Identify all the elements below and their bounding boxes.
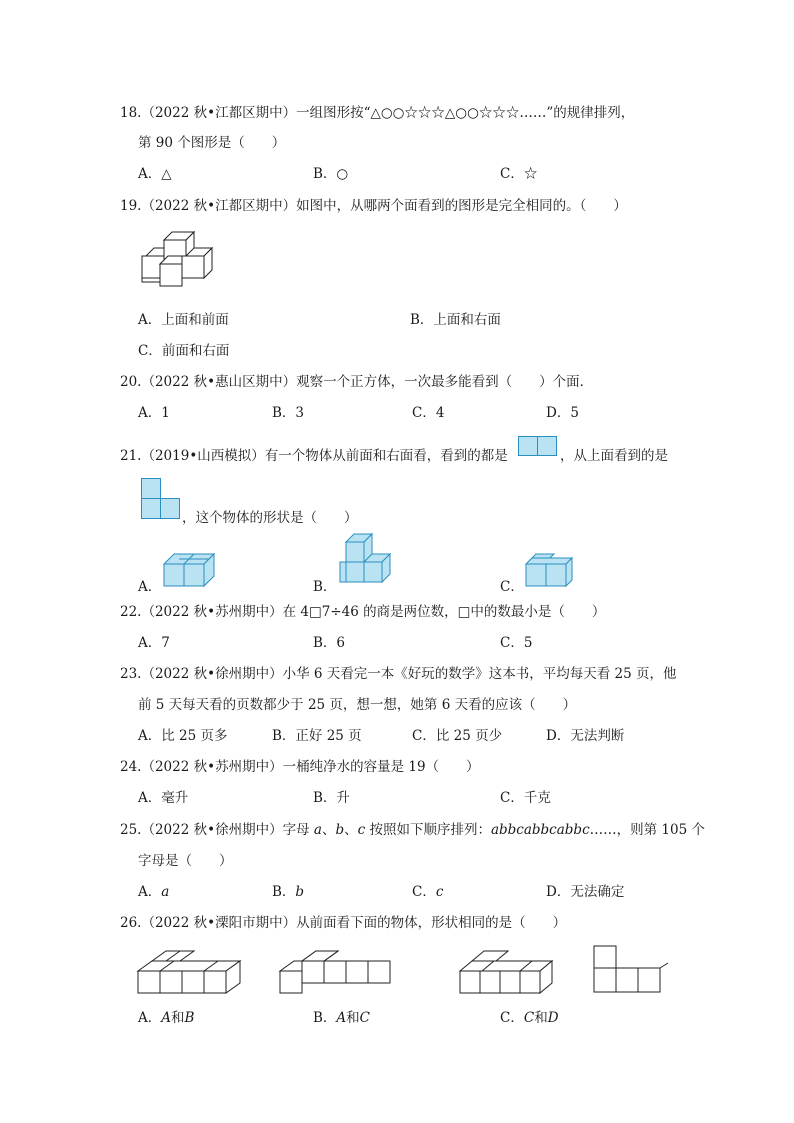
q21-option-a-figure (160, 550, 222, 590)
q24-option-c: C．千克 (500, 790, 551, 806)
q20-option-d: D．5 (546, 405, 579, 421)
q20-option-b: B．3 (272, 405, 305, 421)
q21-option-b: B． (313, 579, 337, 595)
q25-stem-line2: 字母是（ ） (138, 853, 233, 869)
q24-stem: 24.（2022 秋•苏州期中）一桶纯净水的容量是 19（ ） (120, 759, 480, 775)
q25-sequence: abbcabbcabbc (490, 822, 590, 838)
q25-var-c: c (357, 822, 366, 838)
q23-stem-line1: 23.（2022 秋•徐州期中）小华 6 天看完一本《好玩的数学》这本书，平均每天看 25 页，他 (120, 666, 677, 682)
q25-var-b: b (335, 822, 345, 838)
q19-stem: 19.（2022 秋•江都区期中）如图中，从哪两个面看到的图形是完全相同的。（ ） (120, 198, 627, 214)
q26-stem: 26.（2022 秋•溧阳市期中）从前面看下面的物体，形状相同的是（ ） (120, 915, 567, 931)
q22-option-c: C．5 (500, 635, 533, 651)
q25-stem-line1: 25.（2022 秋•徐州期中）字母 a、b、c 按照如下顺序排列：abbcabbcabbc……，则第 105 个 (120, 822, 705, 838)
q26-option-b: B．A和C (313, 1010, 371, 1026)
q21-stem-line1b: ，从上面看到的是 (560, 448, 668, 464)
q23-option-b: B．正好 25 页 (272, 728, 362, 744)
q19-option-a: A．上面和前面 (138, 312, 229, 328)
q23-option-d: D．无法判断 (546, 728, 625, 744)
q22-option-a: A．7 (138, 635, 170, 651)
q18-option-c: C．☆ (500, 166, 538, 182)
q18-stem-line1: 18.（2022 秋•江都区期中）一组图形按“△○○☆☆☆△○○☆☆☆……”的规律排列， (120, 105, 635, 121)
q24-option-b: B．升 (313, 790, 350, 806)
q26-figure-d (592, 943, 672, 997)
q22-option-b: B．6 (313, 635, 346, 651)
q21-option-c: C． (500, 579, 524, 595)
q25-var-a: a (313, 822, 322, 838)
q21-top-view (141, 478, 181, 520)
q21-stem-line1: 21.（2019•山西模拟）有一个物体从前面和右面看，看到的都是 (120, 448, 508, 464)
q20-option-c: C．4 (412, 405, 445, 421)
q23-option-c: C．比 25 页少 (412, 728, 503, 744)
q19-cube-figure (138, 230, 222, 292)
q25-option-c: C．c (412, 884, 444, 900)
q18-stem-line2: 第 90 个图形是（ ） (138, 135, 286, 151)
q21-option-b-figure (336, 530, 398, 590)
q26-figure-a (136, 943, 240, 997)
q21-option-c-figure (522, 550, 584, 590)
q20-stem: 20.（2022 秋•惠山区期中）观察一个正方体，一次最多能看到（ ）个面． (120, 374, 594, 390)
q21-stem-line2: ，这个物体的形状是（ ） (182, 510, 358, 526)
q26-option-c: C．C和D (500, 1010, 559, 1026)
q18-option-a: A．△ (138, 166, 172, 182)
q20-option-a: A．1 (138, 405, 170, 421)
q21-option-a: A． (138, 579, 162, 595)
q25-option-a: A．a (138, 884, 170, 900)
q21-front-right-view (518, 436, 558, 456)
q26-option-a: A．A和B (138, 1010, 195, 1026)
q18-option-b: B．○ (313, 166, 349, 182)
q23-stem-line2: 前 5 天每天看的页数都少于 25 页，想一想，她第 6 天看的应该（ ） (138, 697, 577, 713)
q24-option-a: A．毫升 (138, 790, 189, 806)
q23-option-a: A．比 25 页多 (138, 728, 228, 744)
q19-option-b: B．上面和右面 (410, 312, 501, 328)
q26-figure-c (458, 943, 552, 997)
q22-stem: 22.（2022 秋•苏州期中）在 4□7÷46 的商是两位数，□中的数最小是（ ） (120, 604, 606, 620)
q26-figure-b (278, 943, 390, 997)
q25-option-d: D．无法确定 (546, 884, 625, 900)
q19-option-c: C．前面和右面 (138, 343, 230, 359)
q25-option-b: B．b (272, 884, 305, 900)
